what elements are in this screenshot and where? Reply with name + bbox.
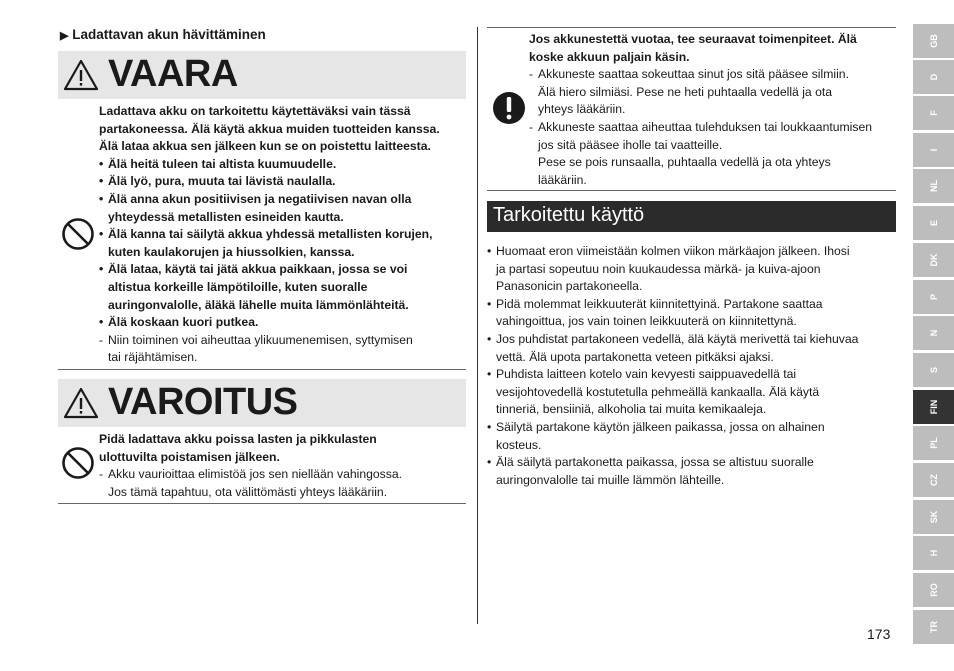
list-item: • Huomaat eron viimeistään kolmen viikon märkäajon jälkeen. Ihosi ja partasi sopeutuu noin kuukaudessa märkä- ja kuiva-ajoon Panasonicin partakoneella. — [487, 244, 850, 294]
divider — [58, 369, 466, 370]
list-item: • Älä lyö, pura, muuta tai lävistä naulalla. — [99, 174, 336, 189]
lang-tab-s[interactable]: S — [913, 353, 954, 387]
lang-tab-h[interactable]: H — [913, 536, 954, 570]
play-arrow-icon: ▶ — [60, 30, 69, 42]
list-item: - Akku vaurioittaa elimistöä jos sen niellään vahingossa. Jos tämä tapahtuu, ota välittömästi yhteys lääkäriin. — [99, 467, 403, 499]
vaara-line: Ladattava akku on tarkoitettu käytettäväksi vain tässä — [99, 104, 411, 118]
usage-title: Tarkoitettu käyttö — [493, 204, 645, 226]
varoitus-body — [99, 431, 467, 501]
vaara-banner — [58, 51, 466, 99]
prohibition-icon — [61, 217, 95, 251]
vaara-line: partakoneessa. Älä käytä akkua muiden tuotteiden kanssa. — [99, 121, 440, 136]
exclamation-circle-icon — [492, 91, 526, 125]
lang-tab-i[interactable]: I — [913, 133, 954, 167]
lang-tab-ro[interactable]: RO — [913, 573, 954, 607]
lang-tab-e[interactable]: E — [913, 206, 954, 240]
vaara-title: VAARA — [108, 53, 238, 95]
lang-tab-f[interactable]: F — [913, 96, 954, 130]
lang-tab-nl[interactable]: NL — [913, 169, 954, 203]
column-separator — [477, 27, 478, 624]
list-item: • Pidä molemmat leikkuuterät kiinnitettyinä. Partakone saattaa vahingoittua, jos vain toinen leikkuuterä on kiinnitettynä. — [487, 296, 823, 329]
leak-notes — [529, 66, 897, 189]
list-item: • Älä heitä tuleen tai altista kuumuudelle. — [99, 156, 337, 171]
lang-tab-n[interactable]: N — [913, 316, 954, 350]
list-item: • Puhdista laitteen kotelo vain kevyesti saippuavedellä tai vesijohtovedellä kostutetulla pehmeällä kankaalla. Älä käytä tinneriä, bensiiniä, alkoholia tai muita kemikaaleja. — [487, 367, 820, 417]
usage-body — [487, 243, 899, 489]
vaara-bullets — [99, 156, 467, 332]
lang-tab-sk[interactable]: SK — [913, 500, 954, 534]
list-item: • Älä lataa, käytä tai jätä akkua paikkaan, jossa se voi altistua korkeille lämpötiloille, kuten suoralle auringonvalolle, äläkä lähelle muita lämmönlähteitä. — [99, 262, 409, 312]
varoitus-line: Pidä ladattava akku poissa lasten ja pikkulasten — [99, 432, 377, 446]
list-item: • Älä säilytä partakonetta paikassa, jossa se altistuu suoralle auringonvalolle tai muille lämmön lähteille. — [487, 455, 814, 487]
lang-tab-gb[interactable]: GB — [913, 24, 954, 58]
lang-tab-tr[interactable]: TR — [913, 610, 954, 644]
section-title: Ladattavan akun hävittäminen — [72, 27, 266, 42]
prohibition-icon — [61, 446, 95, 480]
section-heading — [60, 27, 266, 42]
list-item: • Jos puhdistat partakoneen vedellä, älä käytä merivettä tai kiehuvaa vettä. Älä upota partakonetta veteen pitkäksi ajaksi. — [487, 331, 859, 364]
warning-triangle-icon — [63, 387, 99, 419]
vaara-body — [99, 103, 467, 367]
list-item: - Akkuneste saattaa aiheuttaa tulehduksen tai loukkaantumisen jos sitä pääsee iholle tai vaatteille. Pese se pois runsaalla, puhtaalla vedellä ja ota yhteys lääkäriin. — [529, 119, 873, 187]
list-item: • Älä kanna tai säilytä akkua yhdessä metallisten korujen, kuten kaulakorujen ja hiussolkien, kanssa. — [99, 227, 433, 259]
list-item: - Niin toiminen voi aiheuttaa ylikuumenemisen, syttymisen tai räjähtämisen. — [99, 332, 413, 365]
list-item: • Älä anna akun positiivisen ja negatiivisen navan olla yhteydessä metallisten esineiden kautta. — [99, 191, 412, 224]
warning-triangle-icon — [63, 59, 99, 91]
list-item: • Älä koskaan kuori putkea. — [99, 315, 259, 330]
varoitus-banner — [58, 379, 466, 427]
leak-line: koske akkuun paljain käsin. — [529, 49, 690, 64]
divider — [487, 27, 896, 28]
vaara-line: Älä lataa akkua sen jälkeen kun se on poistettu laitteesta. — [99, 139, 431, 154]
lang-tab-p[interactable]: P — [913, 280, 954, 314]
vaara-note — [99, 332, 467, 367]
varoitus-line: ulottuvilta poistamisen jälkeen. — [99, 449, 280, 464]
list-item: • Säilytä partakone käytön jälkeen paikassa, jossa on alhainen kosteus. — [487, 419, 825, 452]
lang-tab-cz[interactable]: CZ — [913, 463, 954, 497]
divider — [487, 190, 896, 191]
lang-tab-d[interactable]: D — [913, 60, 954, 94]
lang-tab-fin[interactable]: FIN — [913, 390, 954, 424]
list-item: - Akkuneste saattaa sokeuttaa sinut jos sitä pääsee silmiin. Älä hiero silmiäsi. Pese ne heti puhtaalla vedellä ja ota yhteys lääkäriin. — [529, 67, 849, 117]
varoitus-note — [99, 466, 467, 501]
page-number: 173 — [867, 626, 891, 642]
lang-tab-pl[interactable]: PL — [913, 426, 954, 460]
usage-heading — [487, 201, 896, 232]
usage-bullets — [487, 243, 899, 489]
lang-tab-dk[interactable]: DK — [913, 243, 954, 277]
divider — [58, 503, 466, 504]
varoitus-title: VAROITUS — [108, 381, 298, 423]
leak-line: Jos akkunestettä vuotaa, tee seuraavat toimenpiteet. Älä — [529, 32, 857, 46]
leak-body — [529, 31, 897, 189]
